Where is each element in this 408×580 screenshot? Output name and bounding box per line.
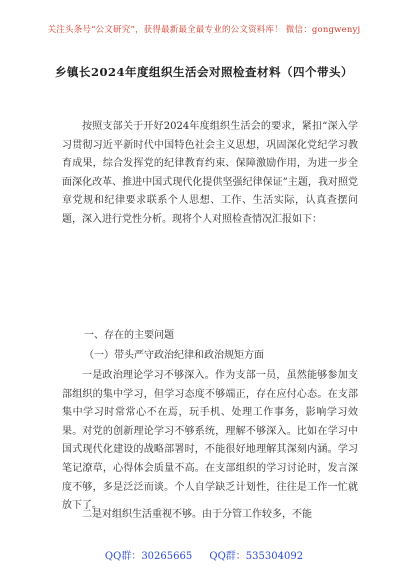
promo-header: 关注头条号“公文研究”，获得最新最全最专业的公文资料库！ 微信：gongwenyj: [47, 25, 361, 35]
footer-qq-group-2: QQ群：535304092: [209, 551, 304, 562]
document-title: 乡镇长2024年度组织生活会对照检查材料（四个带头）: [54, 65, 353, 79]
intro-paragraph: [62, 118, 358, 230]
paragraph-theory-study: [62, 367, 358, 516]
section-heading-problems: 一、存在的主要问题: [84, 330, 174, 341]
intro-text: 按照支部关于开好2024年度组织生活会的要求，紧扣“深入学习贯彻习近平新时代中国特色社会主义思想，巩固深化党纪学习教育成果，综合发挥党的纪律教育约束、保障激励作用，为进一步全面深化改革、推进中国式现代化提供坚强纪律保证”主题，我对照党章党规和纪律要求联系个人思想、工作、生活实际，认真查摆问题，深入进行党性分析。现将个人对照检查情况汇报如下：: [62, 121, 358, 225]
subsection-heading-political-discipline: （一）带头严守政治纪律和政治规矩方面: [84, 350, 264, 361]
paragraph-theory-study-text: 一是政治理论学习不够深入。作为支部一员，虽然能够参加支部组织的集中学习，但学习态度不够端正，存在应付心态。在支部集中学习时常常心不在焉，玩手机、处理工作事务，影响学习效果。对党的创新理论学习不够系统，理解不够深入。比如在学习中国式现代化建设的战略部署时，不能很好地理解其深刻内涵。学习笔记潦草，心得体会质量不高。在支部组织的学习讨论时，发言深度不够，多是泛泛而谈。个人自学缺乏计划性，往往是工作一忙就放下了。: [62, 370, 358, 512]
paragraph-organization-life: 二是对组织生活重视不够。由于分管工作较多，不能: [82, 509, 312, 520]
footer-contacts: [0, 547, 408, 562]
footer-qq-group-1: QQ群：30265665: [104, 551, 193, 562]
